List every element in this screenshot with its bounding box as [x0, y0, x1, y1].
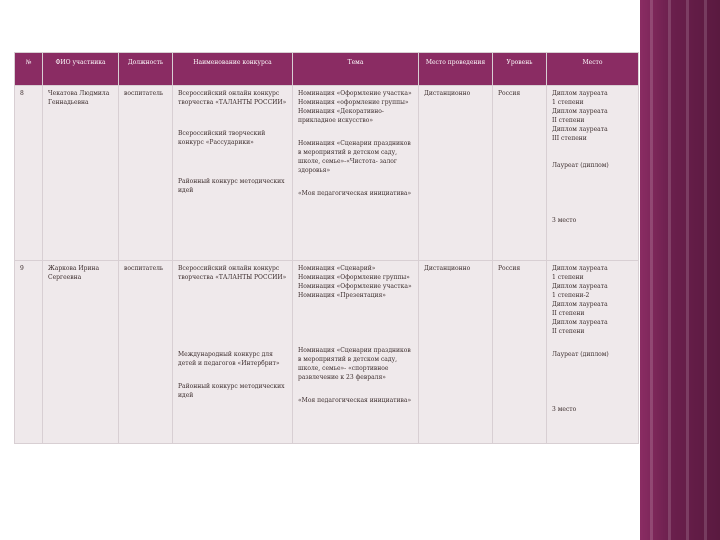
contest-text: Районный конкурс методических идей: [178, 178, 285, 194]
place-line: II степени: [552, 117, 585, 124]
cell-place: [547, 86, 639, 261]
cell-venue: Дистанционно: [419, 261, 493, 444]
decorative-side-panel: [640, 0, 720, 540]
cell-place: [547, 261, 639, 444]
cell-contest: [173, 86, 293, 261]
place-line: Диплом лауреата: [552, 90, 608, 97]
place-line: Диплом лауреата: [552, 265, 608, 272]
theme-line: «Моя педагогическая инициатива»: [298, 190, 412, 197]
contest-text: Всероссийский творческий конкурс «Рассударики»: [178, 130, 266, 146]
place-line: 1 степени-2: [552, 292, 590, 299]
place-line: 3 место: [552, 406, 577, 413]
cell-position: воспитатель: [119, 86, 173, 261]
table-row: [15, 86, 639, 261]
header-num: №: [15, 53, 43, 86]
header-theme: Тема: [293, 53, 419, 86]
table-header-row: [15, 53, 639, 86]
cell-fio: Жаркова Ирина Сергеевна: [43, 261, 119, 444]
place-line: 1 степени: [552, 274, 584, 281]
place-line: 3 место: [552, 217, 577, 224]
header-level: Уровень: [493, 53, 547, 86]
cell-venue: Дистанционно: [419, 86, 493, 261]
theme-line: «Моя педагогическая инициатива»: [298, 397, 412, 404]
theme-line: Номинация «Декоративно-прикладное искусство»: [298, 108, 384, 124]
cell-position: воспитатель: [119, 261, 173, 444]
contest-text: Всероссийский онлайн конкурс творчества «ТАЛАНТЫ РОССИИ»: [178, 90, 287, 106]
contest-text: Всероссийский онлайн конкурс творчества «ТАЛАНТЫ РОССИИ»: [178, 265, 287, 281]
theme-line: Номинация «Оформление участка»: [298, 90, 412, 97]
participants-table: [14, 52, 639, 444]
theme-line: Номинация «Презентация»: [298, 292, 386, 299]
table-row: [15, 261, 639, 444]
header-position: Должность: [119, 53, 173, 86]
header-contest: Наименование конкурса: [173, 53, 293, 86]
place-line: Лауреат (диплом): [552, 351, 609, 358]
place-line: Диплом лауреата: [552, 283, 608, 290]
cell-contest: [173, 261, 293, 444]
place-line: 1 степени: [552, 99, 584, 106]
theme-line: Номинация «Сценарии праздников в мероприятий в детском саду, школе, семье»- «спортивное развлечение к 23 февраля»: [298, 347, 411, 381]
cell-theme: [293, 261, 419, 444]
cell-level: Россия: [493, 86, 547, 261]
cell-fio: Чекатова Людмила Геннадьевна: [43, 86, 119, 261]
place-line: II степени: [552, 328, 585, 335]
theme-line: Номинация «Оформление группы»: [298, 274, 410, 281]
theme-line: Номинация «Сценарий»: [298, 265, 376, 272]
place-line: Лауреат (диплом): [552, 162, 609, 169]
header-venue: Место проведения: [419, 53, 493, 86]
contest-text: Районный конкурс методических идей: [178, 383, 285, 399]
cell-level: Россия: [493, 261, 547, 444]
theme-line: Номинация «Сценарии праздников в мероприятий в детском саду, школе, семье»-«Чистота- залог здоровья»: [298, 140, 411, 174]
theme-line: Номинация «Оформление участка»: [298, 283, 412, 290]
place-line: Диплом лауреата: [552, 301, 608, 308]
header-fio: ФИО участника: [43, 53, 119, 86]
place-line: III степени: [552, 135, 587, 142]
cell-theme: [293, 86, 419, 261]
place-line: Диплом лауреата: [552, 108, 608, 115]
contest-text: Международный конкурс для детей и педагогов «Интербрит»: [178, 351, 280, 367]
place-line: Диплом лауреата: [552, 319, 608, 326]
theme-line: Номинация «оформление группы»: [298, 99, 409, 106]
cell-num: 9: [15, 261, 43, 444]
header-place: Место: [547, 53, 639, 86]
place-line: Диплом лауреата: [552, 126, 608, 133]
place-line: II степени: [552, 310, 585, 317]
cell-num: 8: [15, 86, 43, 261]
